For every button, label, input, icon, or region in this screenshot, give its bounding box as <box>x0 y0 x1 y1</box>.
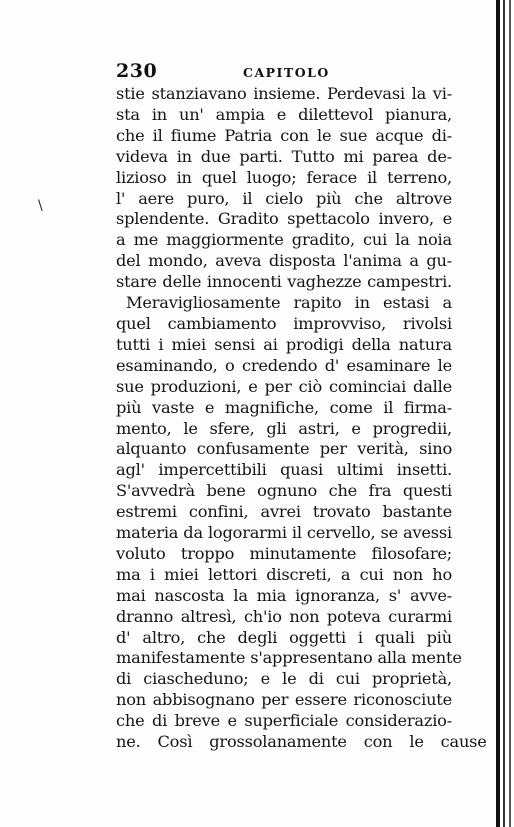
text-line: agl' impercettibili quasi ultimi insetti. <box>116 460 452 480</box>
body-text <box>116 84 487 753</box>
text-line: quel cambiamento improvviso, rivolsi <box>116 313 452 333</box>
text-line: più vaste e magnifiche, come il firma- <box>116 397 452 417</box>
text-line: materia da logorarmi il cervello, se avessi <box>116 523 452 543</box>
text-line: mai nascosta la mia ignoranza, s' avve- <box>116 585 452 605</box>
text-line: d' altro, che degli oggetti i quali più <box>116 627 452 647</box>
page-number: 230 <box>116 60 158 82</box>
text-line: ma i miei lettori discreti, a cui non ho <box>116 564 452 584</box>
text-line: S'avvedrà bene ognuno che fra questi <box>116 481 452 501</box>
text-line: sta in un' ampia e dilettevol pianura, <box>116 104 452 124</box>
text-line: dranno altresì, ch'io non poteva curarmi <box>116 606 452 626</box>
text-line: videva in due parti. Tutto mi parea de- <box>116 146 452 166</box>
text-line: l' aere puro, il cielo più che altrove <box>116 188 452 208</box>
text-line: esaminando, o credendo d' esaminare le <box>116 355 452 375</box>
text-line: stie stanziavano insieme. Perdevasi la vi- <box>116 84 452 103</box>
text-line: splendente. Gradito spettacolo invero, e <box>116 209 452 229</box>
text-line: a me maggiormente gradito, cui la noia <box>116 230 452 250</box>
text-line: di ciascheduno; e le di cui proprietà, <box>116 669 452 689</box>
running-title: CAPITOLO <box>243 65 330 80</box>
margin-mark: \ <box>38 198 43 214</box>
text-line: che di breve e superficiale considerazio- <box>116 711 452 731</box>
text-line: mento, le sfere, gli astri, e progredii, <box>116 418 452 438</box>
text-line: Meravigliosamente rapito in estasi a <box>126 293 452 313</box>
text-line: voluto troppo minutamente filosofare; <box>116 543 452 563</box>
text-line: tutti i miei sensi ai prodigi della natura <box>116 334 452 354</box>
text-line: sue produzioni, e per ciò cominciai dalle <box>116 376 452 396</box>
text-line: che il fiume Patria con le sue acque di- <box>116 125 452 145</box>
page-edge-shadow <box>509 0 511 827</box>
text-line: estremi confini, avrei trovato bastante <box>116 502 452 522</box>
text-line: del mondo, aveva disposta l'anima a gu- <box>116 251 452 271</box>
text-line: ne. Così grossolanamente con le cause <box>116 732 487 752</box>
text-line: alquanto confusamente per verità, sino <box>116 439 452 459</box>
text-line: non abbisognano per essere riconosciute <box>116 690 452 710</box>
page-header <box>116 60 456 86</box>
text-line: stare delle innocenti vaghezze campestri. <box>116 272 452 292</box>
text-line: lizioso in quel luogo; ferace il terreno, <box>116 167 452 187</box>
page-edge-shadow <box>496 0 500 827</box>
text-line: manifestamente s'appresentano alla mente <box>116 648 462 668</box>
page-edge-shadow <box>503 0 505 827</box>
